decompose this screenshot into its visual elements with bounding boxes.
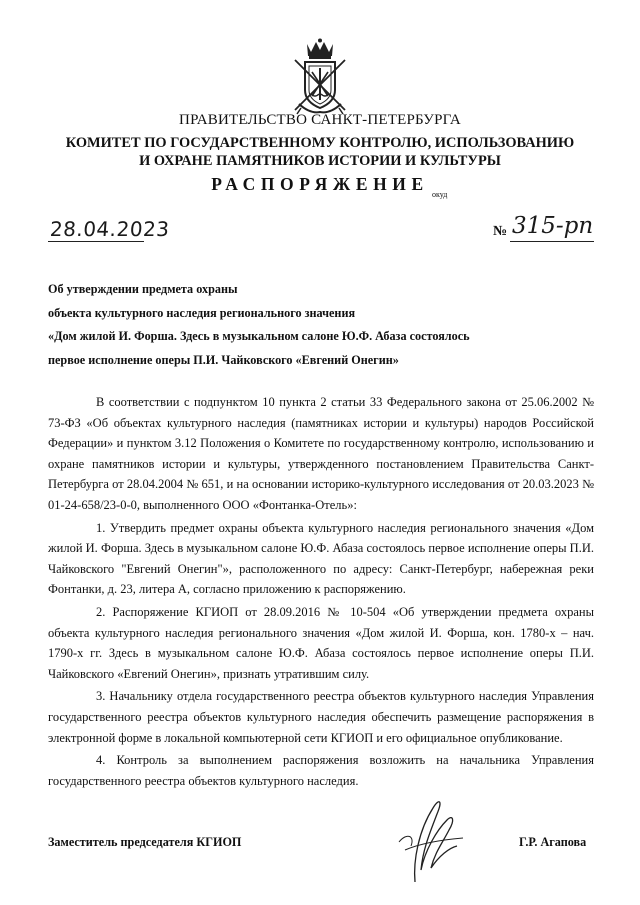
committee-title-line1: КОМИТЕТ ПО ГОСУДАРСТВЕННОМУ КОНТРОЛЮ, ИСПОЛЬЗОВАНИЮ bbox=[65, 135, 575, 151]
document-body bbox=[48, 392, 594, 793]
order-item-4: 4. Контроль за выполнением распоряжения возложить на начальника Управления государственного реестра объектов культурного наследия. bbox=[48, 753, 594, 788]
subject-line: первое исполнение оперы П.И. Чайковского «Евгений Онегин» bbox=[48, 352, 399, 367]
government-title: ПРАВИТЕЛЬСТВО САНКТ-ПЕТЕРБУРГА bbox=[179, 112, 461, 128]
order-item-3: 3. Начальнику отдела государственного реестра объектов культурного наследия Управления государственного реестра объектов культурного наследия обеспечить размещение распоряжения в электронной форме в локальной компьютерной сети КГИОП и его официальное опубликование. bbox=[48, 689, 594, 745]
number-underline bbox=[510, 241, 594, 242]
committee-title-line2: И ОХРАНЕ ПАМЯТНИКОВ ИСТОРИИ И КУЛЬТУРЫ bbox=[139, 153, 501, 169]
document-number: 315-рп bbox=[512, 213, 594, 239]
committee-title bbox=[0, 134, 640, 170]
coat-of-arms-icon bbox=[285, 38, 355, 118]
signatory-title: Заместитель председателя КГИОП bbox=[48, 835, 242, 849]
document-type: РАСПОРЯЖЕНИЕ bbox=[211, 174, 429, 194]
order-item-2: 2. Распоряжение КГИОП от 28.09.2016 № 10-504 «Об утверждении предмета охраны объекта культурного наследия регионального значения «Дом жилой И. Форша, кон. 1780-х – нач. 1790-х гг. Здесь в музыкальном салоне Ю.Ф. Абаза состоялось первое исполнение оперы П.И. Чайковского «Евгений Онегин», признать утратившим силу. bbox=[48, 604, 594, 681]
signatory-name: Г.Р. Агапова bbox=[519, 835, 587, 849]
okud-label: окуд bbox=[432, 190, 448, 199]
subject-line: Об утверждении предмета охраны bbox=[48, 282, 238, 296]
preamble-paragraph: В соответствии с подпунктом 10 пункта 2 статьи 33 Федерального закона от 25.06.2002 № 73-ФЗ «Об объектах культурного наследия (памятниках истории и культуры) народов Российской Федерации» и пунктом 3.12 Положения о Комитете по государственному контролю, использованию и охране памятников истории и культуры, утвержденного постановлением Правительства Санкт-Петербурга от 28.04.2004 № 651, и на основании историко-культурного исследования от 20.03.2023 № 01-24-658/23-0-0, выполненного ООО «Фонтанка-Отель»: bbox=[48, 395, 594, 512]
document-subject bbox=[48, 278, 608, 372]
subject-line: «Дом жилой И. Форша. Здесь в музыкальном салоне Ю.Ф. Абаза состоялось bbox=[48, 329, 470, 343]
number-label: № bbox=[493, 224, 508, 239]
order-item-1: 1. Утвердить предмет охраны объекта культурного наследия регионального значения «Дом жилой И. Форша. Здесь в музыкальном салоне Ю.Ф. Абаза состоялось первое исполнение оперы П.И. Чайковского "Евгений Онегин"», расположенного по адресу: Санкт-Петербург, набережная реки Фонтанки, д. 23, литера А, согласно приложению к распоряжению. bbox=[48, 520, 594, 597]
subject-line: объекта культурного наследия регионального значения bbox=[48, 305, 356, 320]
handwritten-signature-icon bbox=[385, 790, 480, 890]
document-date: 28.04.2023 bbox=[49, 217, 171, 241]
date-underline bbox=[48, 241, 144, 242]
